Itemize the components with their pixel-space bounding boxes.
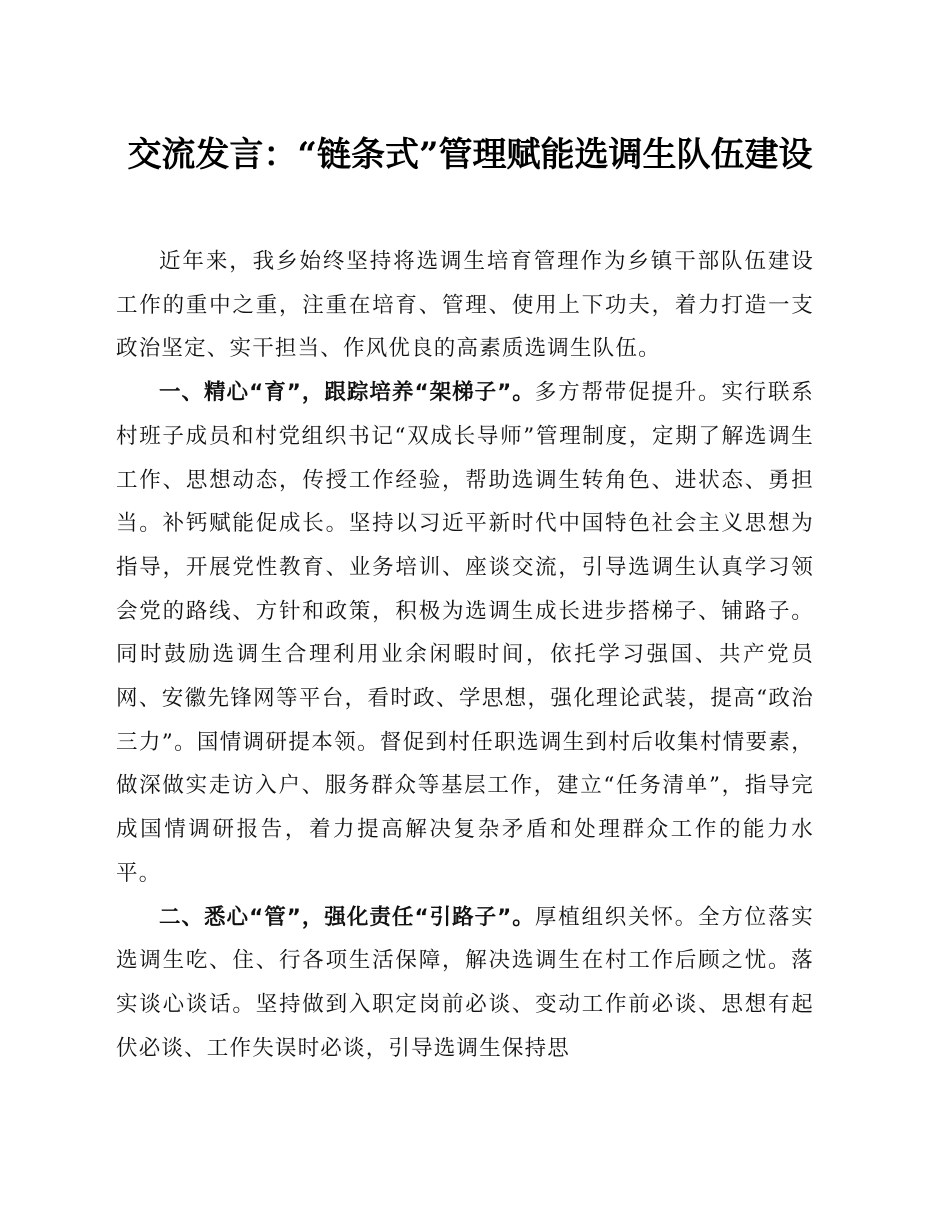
intro-paragraph: 近年来，我乡始终坚持将选调生培育管理作为乡镇干部队伍建设工作的重中之重，注重在培育、管理、使用上下功夫，着力打造一支政治坚定、实干担当、作风优良的高素质选调生队伍。 xyxy=(116,249,814,362)
page-title: 交流发言：“链条式”管理赋能选调生队伍建设 xyxy=(127,135,813,175)
section-2-paragraph xyxy=(116,896,814,1071)
section-2-heading: 二、悉心“管”，强化责任“引路子”。 xyxy=(159,904,535,930)
section-1-text: 多方帮带促提升。实行联系村班子成员和村党组织书记“双成长导师”管理制度，定期了解选调生工作、思想动态，传授工作经验，帮助选调生转角色、进状态、勇担当。补钙赋能促成长。坚持以习近平新时代中国特色社会主义思想为指导，开展党性教育、业务培训、座谈交流，引导选调生认真学习领会党的路线、方针和政策，积极为选调生成长进步搭梯子、铺路子。同时鼓励选调生合理利用业余闲暇时间，依托学习强国、共产党员网、安徽先锋网等平台，看时政、学思想，强化理论武装，提高“政治三力”。国情调研提本领。督促到村任职选调生到村后收集村情要素，做深做实走访入户、服务群众等基层工作，建立“任务清单”，指导完成国情调研报告，着力提高解决复杂矛盾和处理群众工作的能力水平。 xyxy=(116,380,814,886)
section-2-text: 厚植组织关怀。全方位落实选调生吃、住、行各项生活保障，解决选调生在村工作后顾之忧。落实谈心谈话。坚持做到入职定岗前必谈、变动工作前必谈、思想有起伏必谈、工作失误时必谈，引导选调生保持思 xyxy=(116,904,814,1061)
section-1-heading: 一、精心“育”，跟踪培养“架梯子”。 xyxy=(159,380,535,406)
section-1-paragraph xyxy=(116,371,814,895)
document-body xyxy=(116,240,814,1070)
